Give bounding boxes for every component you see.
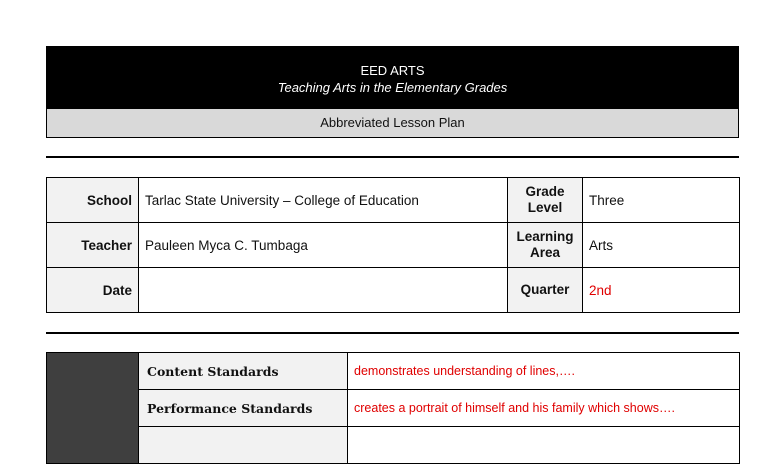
content-standards-value[interactable]: demonstrates understanding of lines,….	[348, 353, 740, 390]
performance-standards-label: Performance Standards	[139, 390, 348, 427]
divider-rule	[46, 156, 739, 158]
divider-rule	[46, 332, 739, 334]
learning-area-value[interactable]: Arts	[583, 223, 740, 268]
table-row	[47, 353, 740, 390]
table-row	[47, 178, 740, 223]
quarter-label: Quarter	[508, 268, 583, 313]
learning-area-label: Learning Area	[508, 223, 583, 268]
lesson-info-table	[46, 177, 740, 313]
table-row	[47, 390, 740, 427]
grade-level-label: Grade Level	[508, 178, 583, 223]
next-standard-label	[139, 427, 348, 464]
table-row	[47, 223, 740, 268]
table-row	[47, 268, 740, 313]
document-header	[46, 46, 739, 109]
standards-table	[46, 352, 740, 464]
grade-level-value[interactable]: Three	[583, 178, 740, 223]
school-label: School	[47, 178, 139, 223]
date-value[interactable]	[139, 268, 508, 313]
performance-standards-value[interactable]: creates a portrait of himself and his family which shows….	[348, 390, 740, 427]
table-row	[47, 427, 740, 464]
course-subtitle: Teaching Arts in the Elementary Grades	[277, 80, 508, 95]
plan-type-banner: Abbreviated Lesson Plan	[46, 109, 739, 138]
next-standard-value[interactable]	[348, 427, 740, 464]
teacher-label: Teacher	[47, 223, 139, 268]
school-value[interactable]: Tarlac State University – College of Education	[139, 178, 508, 223]
course-title: EED ARTS	[360, 63, 425, 78]
section-header-cell	[47, 353, 139, 464]
teacher-value[interactable]: Pauleen Myca C. Tumbaga	[139, 223, 508, 268]
content-standards-label: Content Standards	[139, 353, 348, 390]
date-label: Date	[47, 268, 139, 313]
quarter-value[interactable]: 2nd	[583, 268, 740, 313]
